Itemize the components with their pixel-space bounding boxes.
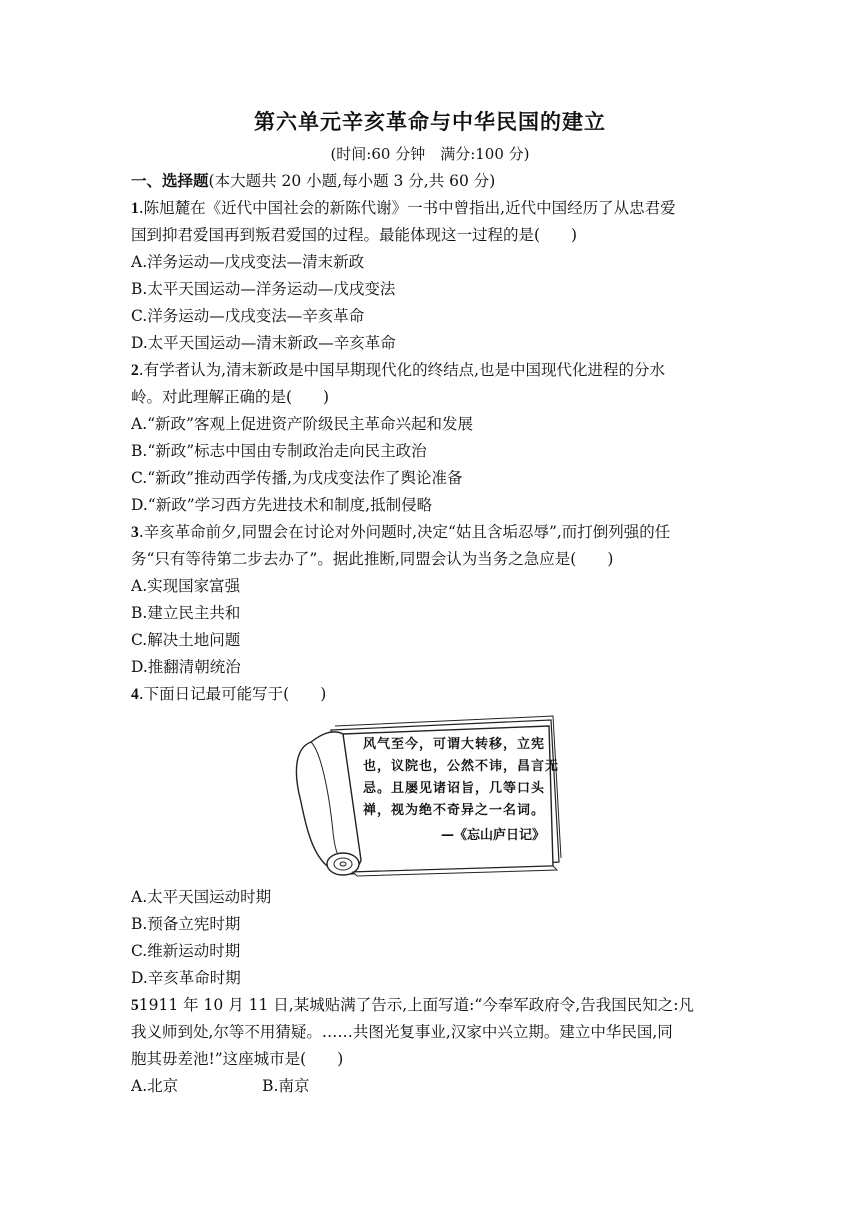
section-title: 一、选择题 (131, 172, 209, 190)
question-number: 4 (131, 686, 139, 703)
option-d: D.辛亥革命时期 (131, 969, 241, 987)
question-stem-line: 我义师到处,尔等不用猜疑。……共图光复事业,汉家中兴立期。建立中华民国,同 (131, 1023, 673, 1041)
question-number: 2 (131, 362, 139, 379)
diary-scroll-figure (291, 712, 731, 878)
option-b: B.预备立宪时期 (131, 915, 241, 933)
question-5 (131, 992, 731, 1100)
option-row (131, 1073, 731, 1100)
section-note: (本大题共 20 小题,每小题 3 分,共 60 分) (208, 172, 496, 190)
option-c: C.维新运动时期 (131, 942, 241, 960)
question-stem-line: 胞其毋差池!”这座城市是( ) (131, 1050, 344, 1068)
option-a: A.太平天国运动时期 (131, 888, 272, 906)
question-stem-line: 3.辛亥革命前夕,同盟会在讨论对外问题时,决定“姑且含垢忍辱”,而打倒列强的任 (131, 523, 671, 541)
question-4 (131, 681, 731, 992)
question-stem-line: 2.有学者认为,清末新政是中国早期现代化的终结点,也是中国现代化进程的分水 (131, 361, 666, 379)
diary-source: —《忘山庐日记》 (441, 828, 546, 843)
question-stem-line: 岭。对此理解正确的是( ) (131, 388, 330, 406)
question-1 (131, 195, 731, 357)
option-a: A.北京 (131, 1077, 179, 1095)
exam-content (131, 168, 731, 1100)
option-b: B.南京 (262, 1077, 310, 1095)
question-3 (131, 519, 731, 681)
option-b: B.“新政”标志中国由专制政治走向民主政治 (131, 442, 427, 460)
option-d: D.太平天国运动—清末新政—辛亥革命 (131, 334, 396, 352)
question-2 (131, 357, 731, 519)
option-c: C.洋务运动—戊戌变法—辛亥革命 (131, 307, 365, 325)
question-stem-line: 4.下面日记最可能写于( ) (131, 685, 327, 703)
exam-info: (时间:60 分钟 满分:100 分) (330, 145, 530, 163)
option-d: D.推翻清朝统治 (131, 658, 241, 676)
option-c: C.解决土地问题 (131, 631, 241, 649)
question-stem-line: 国到抑君爱国再到叛君爱国的过程。最能体现这一过程的是( ) (131, 226, 578, 244)
section-heading (131, 168, 731, 195)
question-stem-line: 51911 年 10 月 11 日,某城贴满了告示,上面写道:“今奉军政府令,告我国民知之:凡 (131, 996, 694, 1014)
question-number: 1 (131, 200, 139, 217)
question-number: 3 (131, 524, 139, 541)
option-a: A.“新政”客观上促进资产阶级民主革命兴起和发展 (131, 415, 473, 433)
option-b: B.建立民主共和 (131, 604, 241, 622)
option-d: D.“新政”学习西方先进技术和制度,抵制侵略 (131, 496, 433, 514)
question-number: 5 (131, 997, 139, 1014)
option-a: A.实现国家富强 (131, 577, 241, 595)
question-stem-line: 务“只有等待第二步去办了”。据此推断,同盟会认为当务之急应是( ) (131, 550, 614, 568)
option-b: B.太平天国运动—洋务运动—戊戌变法 (131, 280, 396, 298)
page-title: 第六单元辛亥革命与中华民国的建立 (254, 110, 606, 134)
question-stem-line: 1.陈旭麓在《近代中国社会的新陈代谢》一书中曾指出,近代中国经历了从忠君爱 (131, 199, 676, 217)
diary-excerpt: 风气至今，可谓大转移，立宪也，议院也，公然不讳，昌言无忌。且屡见诸诏旨，几等口头禅，视为绝不奇异之一名词。 (363, 737, 560, 818)
option-a: A.洋务运动—戊戌变法—清末新政 (131, 253, 365, 271)
option-c: C.“新政”推动西学传播,为戊戌变法作了舆论准备 (131, 469, 463, 487)
